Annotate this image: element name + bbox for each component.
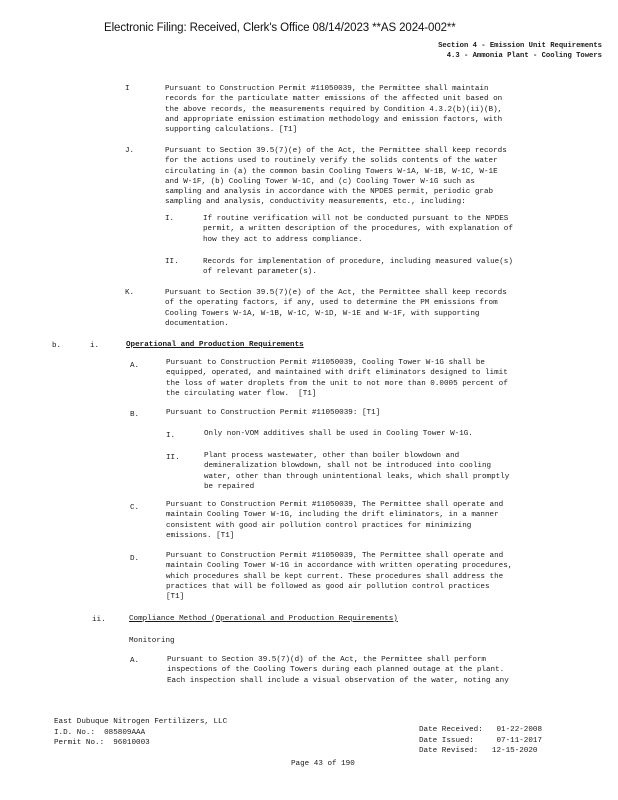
b-item-b-sub-text-i: Only non-VOM additives shall be used in Cooling Tower W-1G.: [204, 430, 473, 438]
compliance-method-heading: Compliance Method (Operational and Production Requirements): [129, 615, 398, 623]
ii-item-a-text: Pursuant to Section 39.5(7)(d) of the Act, the Permittee shall perform inspections of the Cooling Towers during each planned outage at the plant. Each inspection shall include a visual observation of the water, noting any: [167, 656, 509, 685]
item-label-j: J.: [125, 147, 135, 155]
page-number: Page 43 of 190: [291, 760, 355, 768]
item-j-sub-text-i: If routine verification will not be conducted pursuant to the NPDES permit, a written description of the procedures, with explanation of how they act to address compliance.: [203, 215, 513, 244]
b-item-label-b: B.: [130, 411, 140, 419]
b-item-c-text: Pursuant to Construction Permit #11050039, The Permittee shall operate and maintain Cooling Tower W-1G, including the drift eliminators, in a manner consistent with good air pollution control practices for minimizing emissions. [T1]: [166, 501, 504, 540]
item-i-text: Pursuant to Construction Permit #11050039, the Permittee shall maintain records for the particulate matter emissions of the affected unit based on the above records, the measurements required by Condition 4.3.2(b)(ii)(B), and appropriate emission estimation methodology and emission factors, with supporting calculations. [T1]: [165, 85, 503, 135]
b-item-b-sub-label-ii: II.: [166, 454, 180, 462]
monitoring-subheading: Monitoring: [129, 637, 175, 645]
section-header: [438, 42, 602, 61]
section-header-title: Section 4 - Emission Unit Requirements: [438, 42, 602, 50]
b-item-label-a: A.: [130, 362, 140, 370]
b-item-d-text: Pursuant to Construction Permit #11050039, The Permittee shall operate and maintain Cooling Tower W-1G in accordance with written operating procedures, which procedures shall be kept current. These procedures shall address the practices that will be followed as good air pollution control practices [T1]: [166, 552, 513, 602]
footer-dates: Date Received: 01-22-2008 Date Issued: 07-11-2017 Date Revised: 12-15-2020: [419, 726, 543, 755]
item-label-k: K.: [125, 289, 135, 297]
b-item-a-text: Pursuant to Construction Permit #11050039, Cooling Tower W-1G shall be equipped, operated, and maintained with drift eliminators designed to limit the loss of water droplets from the unit to not more than 0.0005 percent of the circulating water flow. [T1]: [166, 359, 508, 398]
item-k-text: Pursuant to Section 39.5(7)(e) of the Act, the Permittee shall keep records of the operating factors, if any, used to determine the PM emissions from Cooling Towers W-1A, W-1B, W-1C, W-1D, W-1E and W-1F, with supporting documentation.: [165, 289, 507, 328]
b-item-b-text: Pursuant to Construction Permit #11050039: [T1]: [166, 409, 381, 417]
section-b-label: b.: [52, 342, 62, 350]
item-label-i: I: [125, 85, 130, 93]
item-j-sub-label-i: I.: [165, 215, 175, 223]
section-header-subtitle: 4.3 - Ammonia Plant - Cooling Towers: [446, 51, 602, 60]
item-j-text: Pursuant to Section 39.5(7)(e) of the Act, the Permittee shall keep records for the actions used to routinely verify the solids contents of the water circulating in (a) the common basin Cooling Towers W-1A, W-1B, W-1C, W-1E and W-1F, (b) Cooling Tower W-1C, and (c) Cooling Tower W-1G such as sampling and analysis in accordance with the NPDES permit, periodic grab sampling and analysis, conductivity measurements, etc., including:: [165, 147, 507, 207]
b-item-label-d: D.: [130, 555, 140, 563]
section-b-i-label: i.: [90, 342, 100, 350]
b-item-label-c: C.: [130, 504, 140, 512]
section-ii-label: ii.: [92, 616, 106, 624]
b-item-b-sub-label-i: I.: [166, 432, 176, 440]
operational-requirements-heading: Operational and Production Requirements: [126, 341, 304, 349]
item-j-sub-text-ii: Records for implementation of procedure, including measured value(s) of relevant parameter(s).: [203, 258, 513, 277]
ii-item-label-a: A.: [130, 657, 140, 665]
filing-stamp: Electronic Filing: Received, Clerk's Office 08/14/2023 **AS 2024-002**: [104, 22, 456, 34]
footer-facility-info: East Dubuque Nitrogen Fertilizers, LLC I.D. No.: 085809AAA Permit No.: 96010003: [54, 718, 228, 747]
b-item-b-sub-text-ii: Plant process wastewater, other than boiler blowdown and demineralization blowdown, shall not be introduced into cooling water, other than through unintentional leaks, which shall promptly be repaired: [204, 452, 510, 491]
item-j-sub-label-ii: II.: [165, 258, 179, 266]
